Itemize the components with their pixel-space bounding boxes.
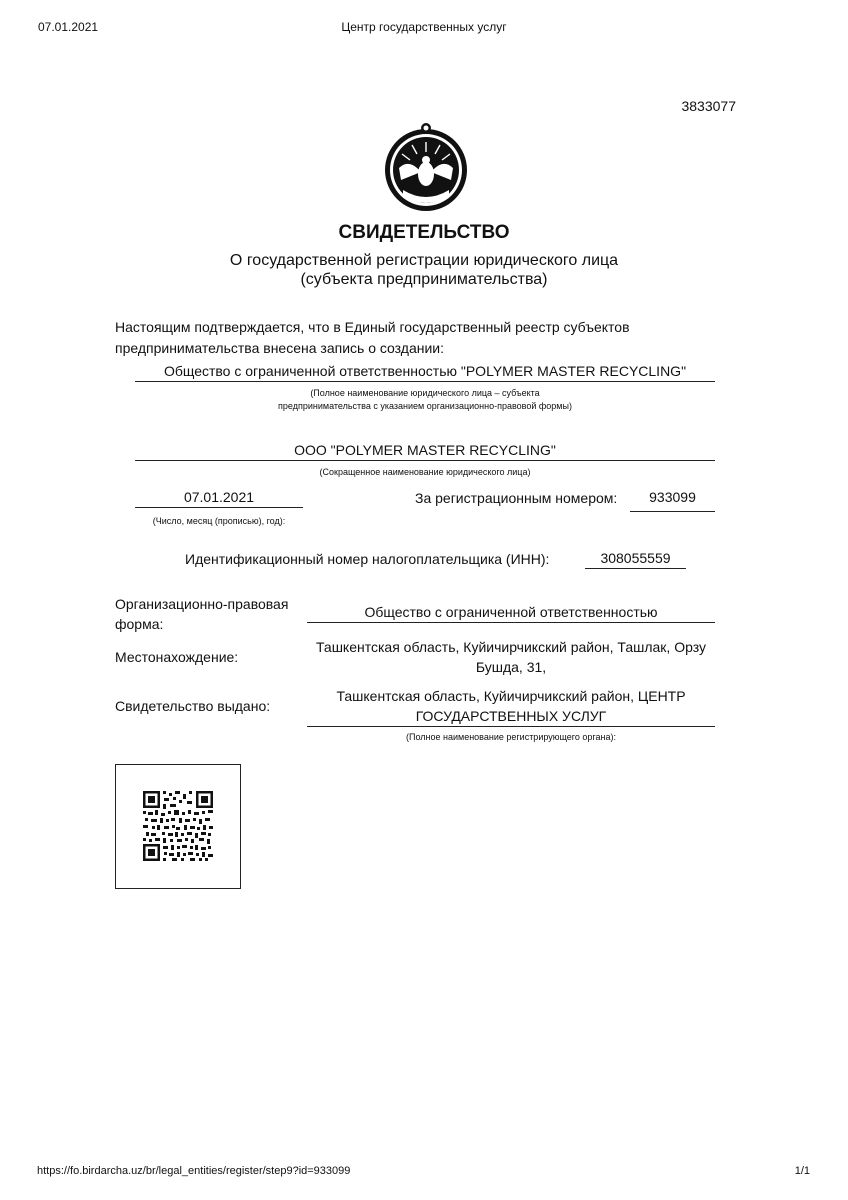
location-value-line1: Ташкентская область, Куйичирчикский район, Ташлак, Орзу — [315, 639, 706, 655]
full-name-caption-line1: (Полное наименование юридического лица – субъекта — [310, 388, 540, 398]
certificate-number: 3833077 — [681, 98, 736, 114]
reg-number-label: За регистрационным номером: — [415, 490, 618, 506]
full-name-caption-line2: предпринимательства с указанием организационно-правовой формы) — [278, 401, 572, 411]
location-value-line2: Бушда, 31, — [475, 659, 547, 675]
registration-date: 07.01.2021 — [135, 487, 303, 508]
inn-label: Идентификационный номер налогоплательщика (ИНН): — [185, 551, 550, 567]
issued-value-line1: Ташкентская область, Куйичирчикский район, ЦЕНТР — [336, 688, 686, 704]
print-site-title: Центр государственных услуг — [341, 20, 507, 34]
print-footer-page: 1/1 — [794, 1165, 810, 1177]
legal-form-value: Общество с ограниченной ответственностью — [307, 602, 715, 623]
legal-form-label-line2: форма: — [115, 616, 164, 632]
location-label: Местонахождение: — [115, 649, 239, 665]
issued-caption: (Полное наименование регистрирующего органа): — [406, 732, 616, 742]
issued-label: Свидетельство выдано: — [115, 698, 271, 714]
issued-value-line2: ГОСУДАРСТВЕННЫХ УСЛУГ — [307, 706, 715, 727]
certificate-title: СВИДЕТЕЛЬСТВО — [338, 222, 510, 243]
intro-line2: предпринимательства внесена запись о создании: — [115, 340, 444, 356]
short-name-value: ООО "POLYMER MASTER RECYCLING" — [135, 440, 715, 461]
print-footer-url: https://fo.birdarcha.uz/br/legal_entities/register/step9?id=933099 — [37, 1165, 351, 1177]
certificate-subtitle-line2: (субъекта предпринимательства) — [300, 271, 548, 288]
reg-number-value: 933099 — [630, 487, 715, 512]
full-name-value: Общество с ограниченной ответственностью "POLYMER MASTER RECYCLING" — [135, 361, 715, 382]
inn-value: 308055559 — [585, 548, 686, 569]
print-date: 07.01.2021 — [38, 20, 99, 34]
short-name-caption: (Сокращенное наименование юридического лица) — [319, 467, 531, 477]
certificate-subtitle-line1: О государственной регистрации юридического лица — [229, 252, 619, 269]
legal-form-label-line1: Организационно-правовая — [115, 596, 289, 612]
date-caption: (Число, месяц (прописью), год): — [152, 516, 286, 526]
intro-line1: Настоящим подтверждается, что в Единый государственный реестр субъектов — [115, 319, 630, 335]
qr-code-icon — [143, 791, 213, 861]
state-emblem-icon — [379, 120, 473, 214]
